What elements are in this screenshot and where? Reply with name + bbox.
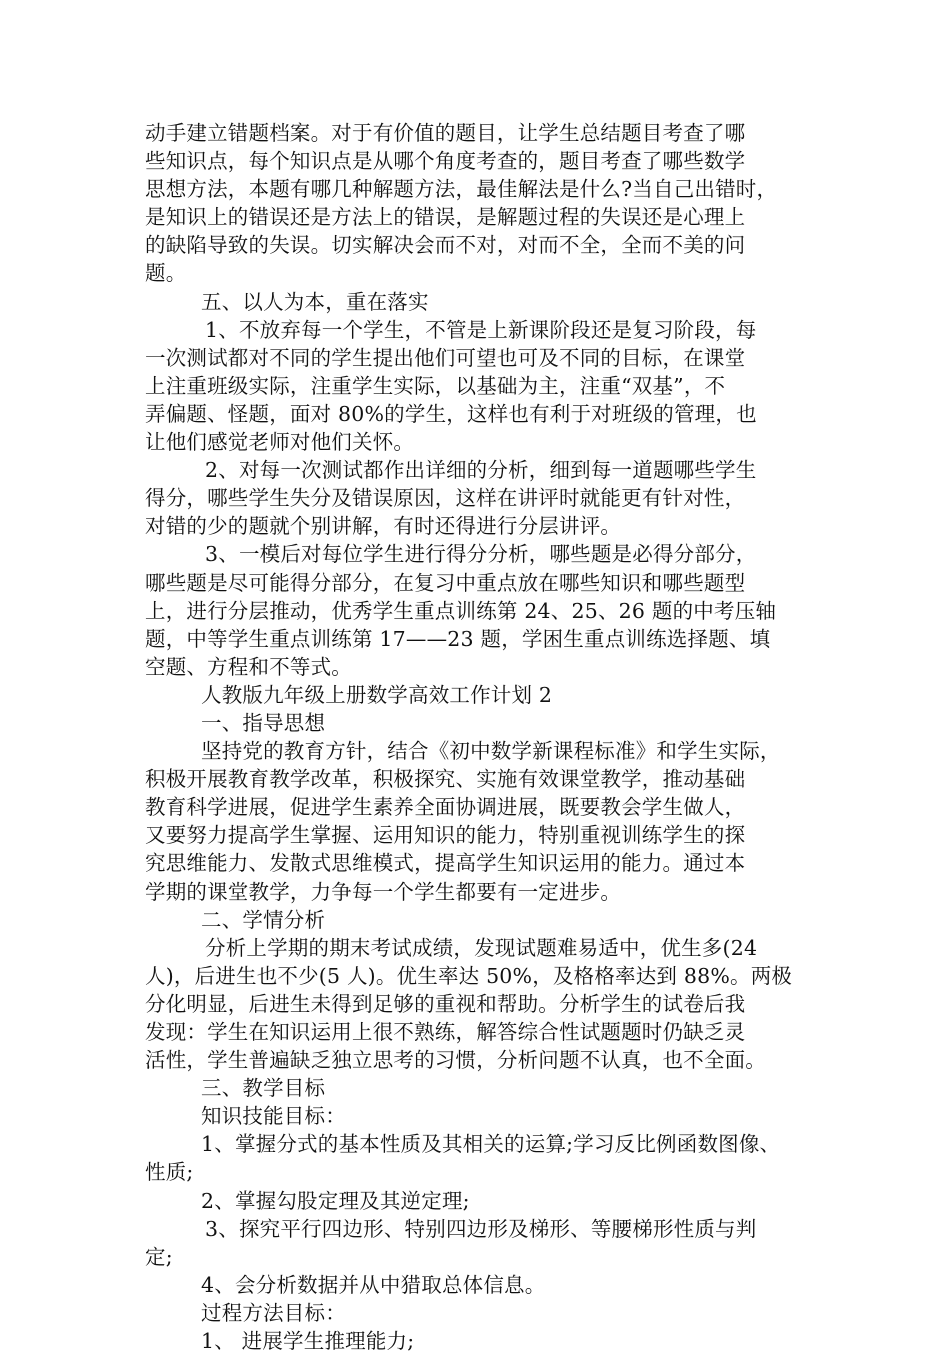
text-line: 分化明显，后进生未得到足够的重视和帮助。分析学生的试卷后我 (145, 991, 746, 1016)
text-line: 1、 进展学生推理能力; (201, 1329, 415, 1354)
text-line: 学期的课堂教学，力争每一个学生都要有一定进步。 (145, 879, 622, 904)
document-title: 人教版九年级上册数学高效工作计划 2 (201, 682, 553, 707)
text-line: 1、不放弃每一个学生，不管是上新课阶段还是复习阶段，每 (205, 317, 757, 342)
text-line: 弄偏题、怪题，面对 80%的学生，这样也有利于对班级的管理，也 (145, 401, 757, 426)
text-line: 一次测试都对不同的学生提出他们可望也可及不同的目标，在课堂 (145, 345, 746, 370)
text-line: 教育科学进展，促进学生素养全面协调进展，既要教会学生做人， (145, 795, 746, 820)
text-line: 哪些题是尽可能得分部分，在复习中重点放在哪些知识和哪些题型 (145, 570, 746, 595)
text-line: 活性，学生普遍缺乏独立思考的习惯，分析问题不认真，也不全面。 (145, 1048, 766, 1073)
text-line: 思想方法，本题有哪几种解题方法，最佳解法是什么?当自己出错时， (145, 177, 778, 202)
text-line: 空题、方程和不等式。 (145, 654, 352, 679)
text-line: 分析上学期的期末考试成绩，发现试题难易适中，优生多(24 (205, 935, 758, 960)
text-line: 定; (145, 1244, 173, 1269)
text-line: 坚持党的教育方针，结合《初中数学新课程标准》和学生实际， (201, 739, 781, 764)
section-heading: 一、指导思想 (201, 710, 326, 735)
text-line: 题。 (145, 261, 187, 286)
section-heading: 三、教学目标 (201, 1076, 326, 1101)
text-line: 又要努力提高学生掌握、运用知识的能力，特别重视训练学生的探 (145, 823, 746, 848)
subsection-heading: 过程方法目标： (201, 1300, 346, 1325)
text-line: 2、对每一次测试都作出详细的分析，细到每一道题哪些学生 (205, 458, 757, 483)
text-line: 4、会分析数据并从中猎取总体信息。 (201, 1272, 546, 1297)
text-line: 1、掌握分式的基本性质及其相关的运算;学习反比例函数图像、 (201, 1132, 781, 1157)
text-line: 3、探究平行四边形、特别四边形及梯形、等腰梯形性质与判 (205, 1216, 757, 1241)
text-line: 积极开展教育教学改革，积极探究、实施有效课堂教学，推动基础 (145, 767, 746, 792)
text-line: 发现：学生在知识运用上很不熟练，解答综合性试题题时仍缺乏灵 (145, 1020, 746, 1044)
text-line: 3、一模后对每位学生进行得分分析，哪些题是必得分部分， (205, 542, 757, 567)
text-line: 人)，后进生也不少(5 人)。优生率达 50%，及格格率达到 88%。两极 (145, 963, 793, 988)
text-line: 对错的少的题就个别讲解，有时还得进行分层讲评。 (145, 514, 622, 539)
text-line: 是知识上的错误还是方法上的错误，是解题过程的失误还是心理上 (145, 205, 746, 230)
text-line: 题，中等学生重点训练第 17——23 题，学困生重点训练选择题、填 (145, 626, 771, 651)
text-line: 些知识点，每个知识点是从哪个角度考查的，题目考查了哪些数学 (145, 149, 746, 174)
text-line: 的缺陷导致的失误。切实解决会而不对，对而不全，全而不美的问 (145, 233, 746, 258)
section-heading: 五、以人为本，重在落实 (201, 289, 429, 314)
text-line: 动手建立错题档案。对于有价值的题目，让学生总结题目考查了哪 (145, 121, 746, 145)
text-line: 性质; (145, 1160, 194, 1185)
text-line: 2、掌握勾股定理及其逆定理; (201, 1188, 470, 1213)
text-line: 得分，哪些学生失分及错误原因，这样在讲评时就能更有针对性， (145, 486, 746, 511)
text-line: 上注重班级实际，注重学生实际，以基础为主，注重“双基”，不 (145, 373, 726, 398)
text-line: 究思维能力、发散式思维模式，提高学生知识运用的能力。通过本 (145, 851, 746, 876)
document-body (145, 119, 825, 1355)
subsection-heading: 知识技能目标： (201, 1104, 346, 1129)
text-line: 上，进行分层推动，优秀学生重点训练第 24、25、26 题的中考压轴 (145, 598, 777, 623)
text-line: 让他们感觉老师对他们关怀。 (145, 430, 415, 455)
section-heading: 二、学情分析 (201, 907, 326, 932)
